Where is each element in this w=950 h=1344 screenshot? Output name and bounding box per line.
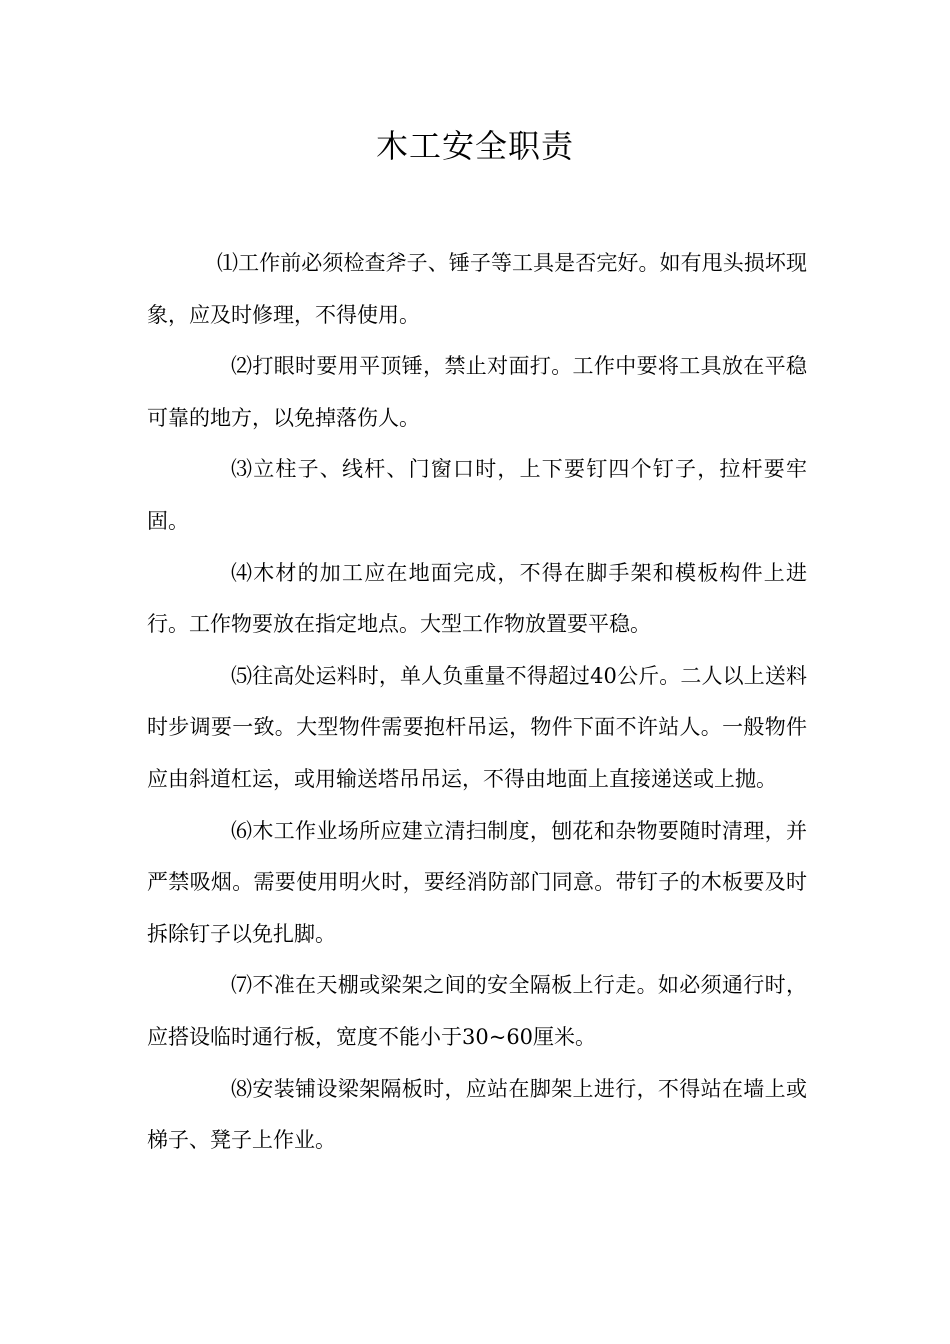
paragraph-7: ⑺不准在天棚或梁架之间的安全隔板上行走。如必须通行时，应搭设临时通行板，宽度不能小于30~60厘米。 xyxy=(147,973,807,1049)
paragraph-3: ⑶立柱子、线杆、门窗口时，上下要钉四个钉子，拉杆要牢固。 xyxy=(147,457,807,533)
paragraph-2: ⑵打眼时要用平顶锤，禁止对面打。工作中要将工具放在平稳可靠的地方，以免掉落伤人。 xyxy=(147,354,807,430)
paragraph-6: ⑹木工作业场所应建立清扫制度，刨花和杂物要随时清理，并严禁吸烟。需要使用明火时，要经消防部门同意。带钉子的木板要及时拆除钉子以免扎脚。 xyxy=(147,818,807,946)
paragraph-1: ⑴工作前必须检查斧子、锤子等工具是否完好。如有甩头损坏现象，应及时修理，不得使用。 xyxy=(147,251,807,327)
document-body xyxy=(147,238,807,1167)
paragraph-8: ⑻安装铺设梁架隔板时，应站在脚架上进行，不得站在墙上或梯子、凳子上作业。 xyxy=(147,1076,807,1153)
document-title: 木工安全职责 xyxy=(375,127,574,165)
paragraph-5: ⑸往高处运料时，单人负重量不得超过40公斤。二人以上送料时步调要一致。大型物件需要抱杆吊运，物件下面不许站人。一般物件应由斜道杠运，或用输送塔吊吊运，不得由地面上直接递送或上抛。 xyxy=(147,663,807,791)
paragraph-4: ⑷木材的加工应在地面完成，不得在脚手架和模板构件上进行。工作物要放在指定地点。大型工作物放置要平稳。 xyxy=(147,560,807,637)
